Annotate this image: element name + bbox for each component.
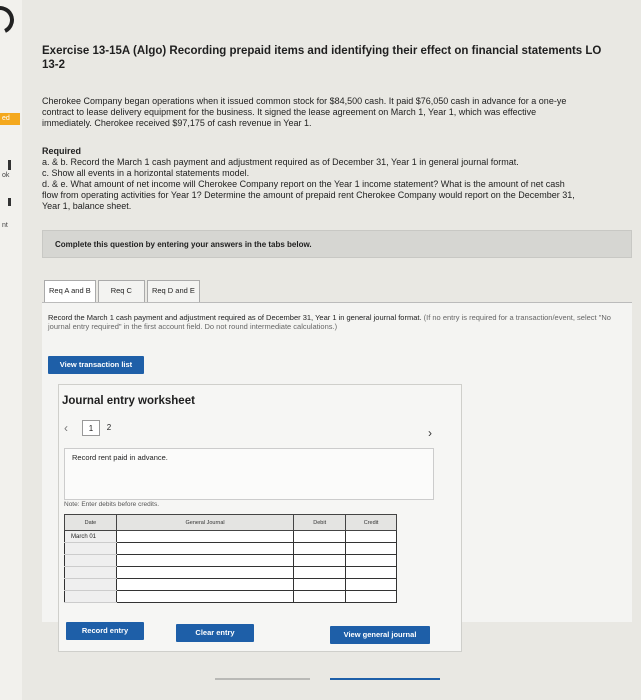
required-heading: Required (42, 146, 82, 156)
debit-field[interactable] (294, 531, 346, 543)
date-cell[interactable] (65, 543, 117, 555)
debit-field[interactable] (294, 543, 346, 555)
account-field[interactable] (116, 591, 293, 603)
clear-entry-button[interactable]: Clear entry (176, 624, 254, 642)
debits-note: Note: Enter debits before credits. (64, 501, 160, 508)
tab-req-c[interactable]: Req C (98, 280, 145, 303)
instructions-main: Record the March 1 cash payment and adjustment required as of December 31, Year 1 in general journal format. (48, 313, 422, 322)
record-entry-button[interactable]: Record entry (66, 622, 144, 640)
credit-column-header: Credit (346, 515, 397, 531)
debit-column-header: Debit (294, 515, 346, 531)
problem-intro (42, 96, 641, 129)
rail-marker-icon (8, 198, 11, 206)
progress-divider-active (330, 678, 440, 680)
table-row (65, 567, 397, 579)
required-item-de: d. & e. What amount of net income will Cherokee Company report on the Year 1 income statement? What is the amount of net cash (42, 179, 565, 189)
required-item-ab: a. & b. Record the March 1 cash payment and adjustment required as of December 31, Year 1 in general journal format. (42, 157, 519, 167)
rail-badge[interactable]: ed (0, 113, 20, 125)
account-field[interactable] (116, 555, 293, 567)
exercise-title-line1: Exercise 13-15A (Algo) Recording prepaid items and identifying their effect on financial statements LO (42, 45, 602, 57)
credit-field[interactable] (346, 567, 397, 579)
page-1-button[interactable]: 1 (82, 420, 100, 436)
intro-line: Cherokee Company began operations when it issued common stock for $84,500 cash. It paid $76,050 cash in advance for a one-ye (42, 96, 567, 106)
table-row (65, 531, 397, 543)
credit-field[interactable] (346, 555, 397, 567)
rail-marker-icon (8, 160, 11, 170)
exercise-title (42, 44, 641, 72)
rail-item[interactable]: ok (2, 172, 10, 179)
table-row (65, 591, 397, 603)
worksheet-title: Journal entry worksheet (62, 395, 195, 407)
credit-field[interactable] (346, 591, 397, 603)
debit-field[interactable] (294, 567, 346, 579)
required-item-de: Year 1, balance sheet. (42, 201, 132, 211)
date-column-header: Date (65, 515, 117, 531)
previous-arrow-icon[interactable]: ‹ (64, 421, 68, 435)
credit-field[interactable] (346, 579, 397, 591)
date-cell[interactable]: March 01 (65, 531, 117, 543)
required-section (42, 146, 641, 212)
worksheet-pager (64, 420, 118, 436)
required-item-c: c. Show all events in a horizontal statements model. (42, 168, 250, 178)
credit-field[interactable] (346, 531, 397, 543)
date-cell[interactable] (65, 591, 117, 603)
journal-entry-table (64, 514, 397, 603)
credit-field[interactable] (346, 543, 397, 555)
account-field[interactable] (116, 579, 293, 591)
required-item-de: flow from operating activities for Year 1? Determine the amount of prepaid rent Cherokee Company would report on the December 31, (42, 190, 575, 200)
exercise-title-line2: 13-2 (42, 59, 66, 71)
rail-item[interactable]: nt (2, 222, 8, 229)
tab-instructions (48, 313, 628, 331)
tab-req-d-and-e[interactable]: Req D and E (147, 280, 200, 303)
instructions-banner: Complete this question by entering your answers in the tabs below. (42, 230, 632, 258)
instructions-hint: (If no entry is required for a transaction/event, select "No journal entry required" in the first account field. Do not round intermediate calculations.) (48, 313, 611, 331)
account-field[interactable] (116, 567, 293, 579)
table-row (65, 579, 397, 591)
debit-field[interactable] (294, 555, 346, 567)
page-2-button[interactable]: 2 (106, 423, 112, 432)
general-journal-column-header: General Journal (116, 515, 293, 531)
date-cell[interactable] (65, 567, 117, 579)
view-general-journal-button[interactable]: View general journal (330, 626, 430, 644)
table-row (65, 543, 397, 555)
account-field[interactable] (116, 543, 293, 555)
date-cell[interactable] (65, 555, 117, 567)
debit-field[interactable] (294, 579, 346, 591)
date-cell[interactable] (65, 579, 117, 591)
view-transaction-list-button[interactable]: View transaction list (48, 356, 144, 374)
entry-description: Record rent paid in advance. (72, 453, 168, 462)
requirement-tabs (44, 280, 202, 303)
intro-line: contract to lease delivery equipment for the business. It signed the lease agreement on March 1, Year 1, which was effective (42, 107, 537, 117)
account-field[interactable] (116, 531, 293, 543)
tab-req-a-and-b[interactable]: Req A and B (44, 280, 96, 303)
table-row (65, 555, 397, 567)
next-arrow-icon[interactable]: › (428, 426, 432, 440)
left-rail (0, 0, 22, 700)
progress-divider (215, 678, 310, 680)
debit-field[interactable] (294, 591, 346, 603)
intro-line: immediately. Cherokee received $97,175 of cash revenue in Year 1. (42, 118, 312, 128)
